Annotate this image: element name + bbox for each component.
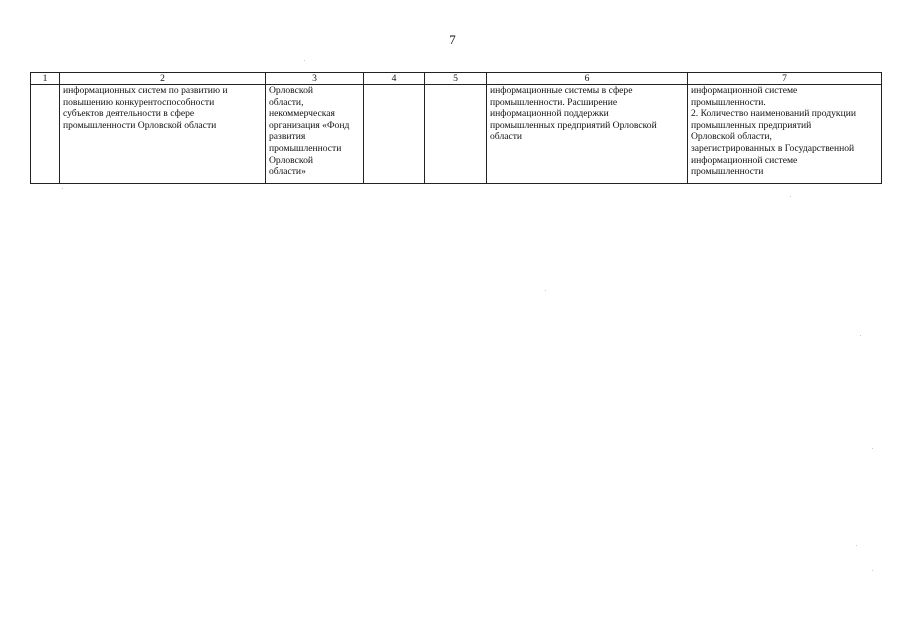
cell-start-date <box>364 85 425 184</box>
column-header-5: 5 <box>425 73 487 85</box>
column-header-2: 2 <box>60 73 266 85</box>
scan-speck <box>860 335 861 336</box>
cell-number <box>31 85 60 184</box>
column-header-7: 7 <box>688 73 882 85</box>
table-row <box>31 85 882 184</box>
scan-speck <box>62 188 63 189</box>
table-header-row <box>31 73 882 85</box>
column-header-3: 3 <box>266 73 364 85</box>
scan-speck <box>545 290 546 291</box>
column-header-6: 6 <box>487 73 688 85</box>
cell-measure-description: информационных систем по развитию и повышению конкурентоспособности субъектов деятельности в сфере промышленности Орловской области <box>60 85 266 184</box>
scan-speck <box>872 448 873 449</box>
cell-expected-result: информационные системы в сфере промышленности. Расширение информационной поддержки промышленных предприятий Орловской области <box>487 85 688 184</box>
scan-speck <box>790 196 791 197</box>
document-table <box>30 72 882 184</box>
scan-speck <box>872 570 873 571</box>
page-number: 7 <box>449 32 456 47</box>
cell-end-date <box>425 85 487 184</box>
scan-speck <box>856 545 857 546</box>
column-header-4: 4 <box>364 73 425 85</box>
cell-indicators: информационной системе промышленности. 2. Количество наименований продукции промышленных предприятий Орловской области, зарегистрированных в Государственной информационной системе промышленности <box>688 85 882 184</box>
cell-responsible-executors: Орловской области, некоммерческая организация «Фонд развития промышленности Орловской области» <box>266 85 364 184</box>
scan-speck <box>304 60 305 61</box>
column-header-1: 1 <box>31 73 60 85</box>
